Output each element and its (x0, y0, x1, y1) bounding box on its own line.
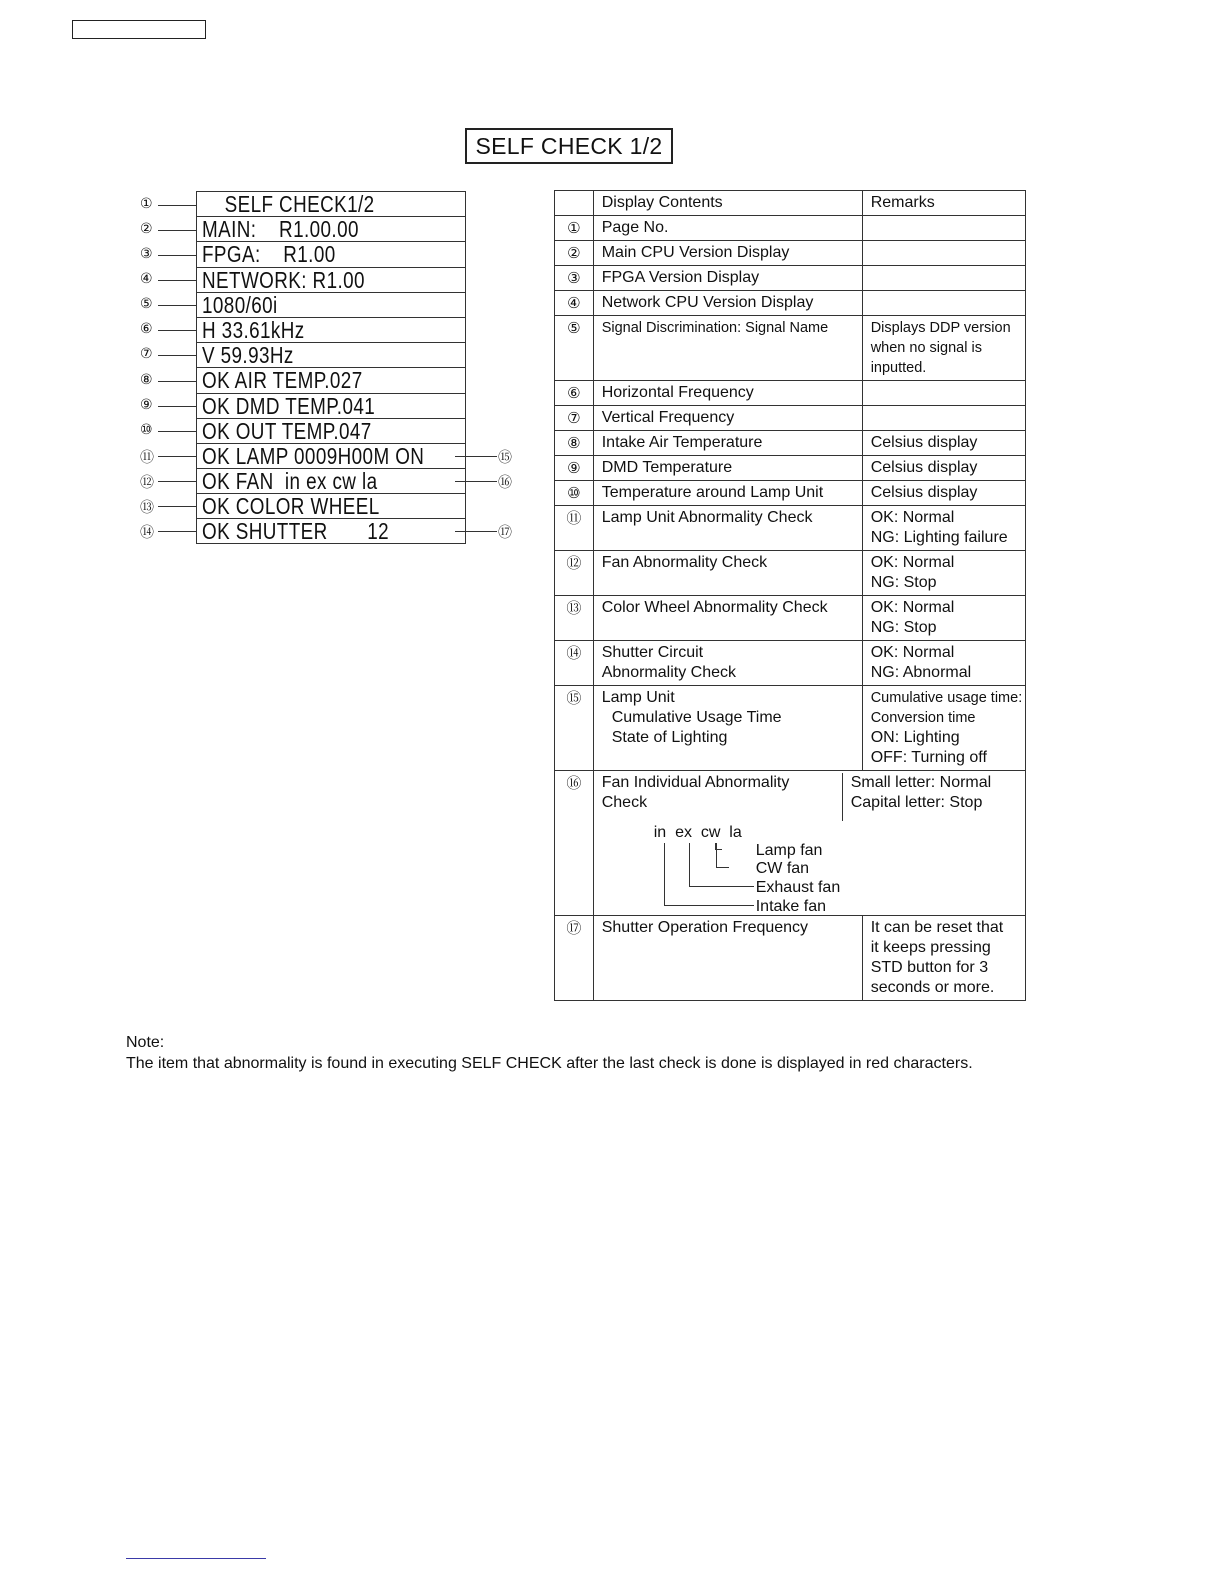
leader-line (158, 230, 196, 231)
row-number: ⑰ (555, 916, 594, 1001)
row-contents: Intake Air Temperature (593, 431, 862, 456)
row-number: ② (555, 241, 594, 266)
row-number: ① (555, 216, 594, 241)
table-row (555, 241, 1026, 266)
row-number: ⑬ (555, 596, 594, 641)
table-row (555, 456, 1026, 481)
row-remarks: Cumulative usage time: Conversion time ON: Lighting OFF: Turning off (862, 686, 1025, 771)
row-number: ④ (555, 291, 594, 316)
row-number: ⑦ (555, 406, 594, 431)
callout-12: ⑫ (140, 475, 154, 491)
table-row (555, 686, 1026, 771)
header-contents: Display Contents (593, 191, 862, 216)
callout-1: ① (140, 196, 153, 212)
leader-line (158, 205, 196, 206)
callout-7: ⑦ (140, 346, 153, 362)
leader-line (158, 456, 196, 457)
row-remarks (862, 216, 1025, 241)
leader-line (158, 255, 196, 256)
row-contents: Lamp Unit Abnormality Check (593, 506, 862, 551)
fan-label-intake: Intake fan (755, 898, 826, 915)
osd-line: V 59.93Hz (196, 342, 466, 367)
row-remarks (862, 241, 1025, 266)
row-remarks (862, 381, 1025, 406)
table-row (555, 596, 1026, 641)
row-contents: Main CPU Version Display (593, 241, 862, 266)
header-box (72, 20, 206, 39)
table-row (555, 316, 1026, 381)
leader-line (158, 506, 196, 507)
row-contents: Fan Individual Abnormality Check Small letter: Normal Capital letter: Stop in ex cw la Lamp fan CW fan Exhaust fan Intake fan (593, 771, 1025, 916)
table-row (555, 406, 1026, 431)
row-contents: Fan Abnormality Check (593, 551, 862, 596)
row-contents: Network CPU Version Display (593, 291, 862, 316)
callout-2: ② (140, 221, 153, 237)
leader-line (455, 531, 497, 532)
callout-5: ⑤ (140, 296, 153, 312)
header-num-cell (555, 191, 594, 216)
fan-label-cw: CW fan (755, 860, 810, 877)
osd-line: OK OUT TEMP.047 (196, 418, 466, 443)
table-row (555, 381, 1026, 406)
row-number: ⑩ (555, 481, 594, 506)
fan-line (664, 843, 754, 906)
row-remarks: OK: Normal NG: Stop (862, 551, 1025, 596)
fan-diagram (602, 813, 1025, 913)
fan-label-lamp: Lamp fan (755, 842, 823, 859)
leader-line (158, 531, 196, 532)
osd-line: OK SHUTTER 12 (196, 518, 466, 543)
row-contents: Shutter Operation Frequency (593, 916, 862, 1001)
page-title: SELF CHECK 1/2 (465, 128, 673, 164)
osd-line: H 33.61kHz (196, 317, 466, 342)
table-row (555, 771, 1026, 916)
row-contents: Lamp Unit Cumulative Usage Time State of Lighting (593, 686, 862, 771)
table-row (555, 431, 1026, 456)
leader-line (158, 305, 196, 306)
osd-line: MAIN: R1.00.00 (196, 216, 466, 241)
row-contents: Vertical Frequency (593, 406, 862, 431)
row-number: ⑤ (555, 316, 594, 381)
callout-10: ⑩ (140, 422, 153, 438)
fan-diagram-header: in ex cw la (653, 824, 742, 841)
row-contents: Shutter Circuit Abnormality Check (593, 641, 862, 686)
row-contents: Color Wheel Abnormality Check (593, 596, 862, 641)
table-row (555, 551, 1026, 596)
callout-13: ⑬ (140, 500, 154, 516)
row-remarks (862, 406, 1025, 431)
row-remarks: OK: Normal NG: Lighting failure (862, 506, 1025, 551)
callout-14: ⑭ (140, 525, 154, 541)
row-number: ⑨ (555, 456, 594, 481)
row-remarks: Celsius display (862, 431, 1025, 456)
row-remarks: Celsius display (862, 481, 1025, 506)
table-row (555, 506, 1026, 551)
osd-line: OK DMD TEMP.041 (196, 393, 466, 418)
callout-17: ⑰ (498, 525, 512, 541)
leader-line (455, 481, 497, 482)
callout-15: ⑮ (498, 450, 512, 466)
callout-16: ⑯ (498, 475, 512, 491)
osd-line: FPGA: R1.00 (196, 241, 466, 266)
callout-9: ⑨ (140, 397, 153, 413)
table-row (555, 481, 1026, 506)
row-number: ⑭ (555, 641, 594, 686)
table-header-row (555, 191, 1026, 216)
callout-11: ⑪ (140, 450, 154, 466)
callout-4: ④ (140, 271, 153, 287)
row-remarks: OK: Normal NG: Abnormal (862, 641, 1025, 686)
row-contents: Page No. (593, 216, 862, 241)
osd-line: OK AIR TEMP.027 (196, 367, 466, 392)
osd-screen (196, 191, 466, 544)
osd-line: OK LAMP 0009H00M ON (196, 443, 466, 468)
row-remarks: OK: Normal NG: Stop (862, 596, 1025, 641)
row-contents: Signal Discrimination: Signal Name (593, 316, 862, 381)
table-row (555, 216, 1026, 241)
row-number: ⑧ (555, 431, 594, 456)
row-number: ⑫ (555, 551, 594, 596)
osd-line: SELF CHECK1/2 (196, 191, 466, 216)
footer-rule (126, 1558, 266, 1559)
row-number: ⑮ (555, 686, 594, 771)
osd-line: OK FAN in ex cw la (196, 468, 466, 493)
leader-line (455, 456, 497, 457)
row-contents: FPGA Version Display (593, 266, 862, 291)
row-remarks: Celsius display (862, 456, 1025, 481)
leader-line (158, 481, 196, 482)
row-remarks: Displays DDP version when no signal is inputted. (862, 316, 1025, 381)
row-number: ③ (555, 266, 594, 291)
row-remarks (862, 266, 1025, 291)
callout-6: ⑥ (140, 321, 153, 337)
row-remarks: It can be reset that it keeps pressing STD button for 3 seconds or more. (862, 916, 1025, 1001)
row-contents: Temperature around Lamp Unit (593, 481, 862, 506)
callout-3: ③ (140, 246, 153, 262)
note-heading: Note: (126, 1034, 165, 1051)
row-number: ⑥ (555, 381, 594, 406)
callout-8: ⑧ (140, 372, 153, 388)
leader-line (158, 406, 196, 407)
leader-line (158, 381, 196, 382)
leader-line (158, 355, 196, 356)
header-remarks: Remarks (862, 191, 1025, 216)
display-contents-table (554, 190, 1026, 1001)
leader-line (158, 280, 196, 281)
row-number: ⑪ (555, 506, 594, 551)
row-contents: Horizontal Frequency (593, 381, 862, 406)
fan-label-exhaust: Exhaust fan (755, 879, 841, 896)
leader-line (158, 431, 196, 432)
table-row (555, 916, 1026, 1001)
table-row (555, 641, 1026, 686)
table-row (555, 266, 1026, 291)
table-row (555, 291, 1026, 316)
row-number: ⑯ (555, 771, 594, 916)
osd-line: NETWORK: R1.00 (196, 267, 466, 292)
osd-line: 1080/60i (196, 292, 466, 317)
leader-line (158, 330, 196, 331)
osd-line: OK COLOR WHEEL (196, 493, 466, 518)
row-remarks (862, 291, 1025, 316)
row-contents: DMD Temperature (593, 456, 862, 481)
note-text: The item that abnormality is found in executing SELF CHECK after the last check is done is displayed in red characters. (126, 1055, 973, 1072)
